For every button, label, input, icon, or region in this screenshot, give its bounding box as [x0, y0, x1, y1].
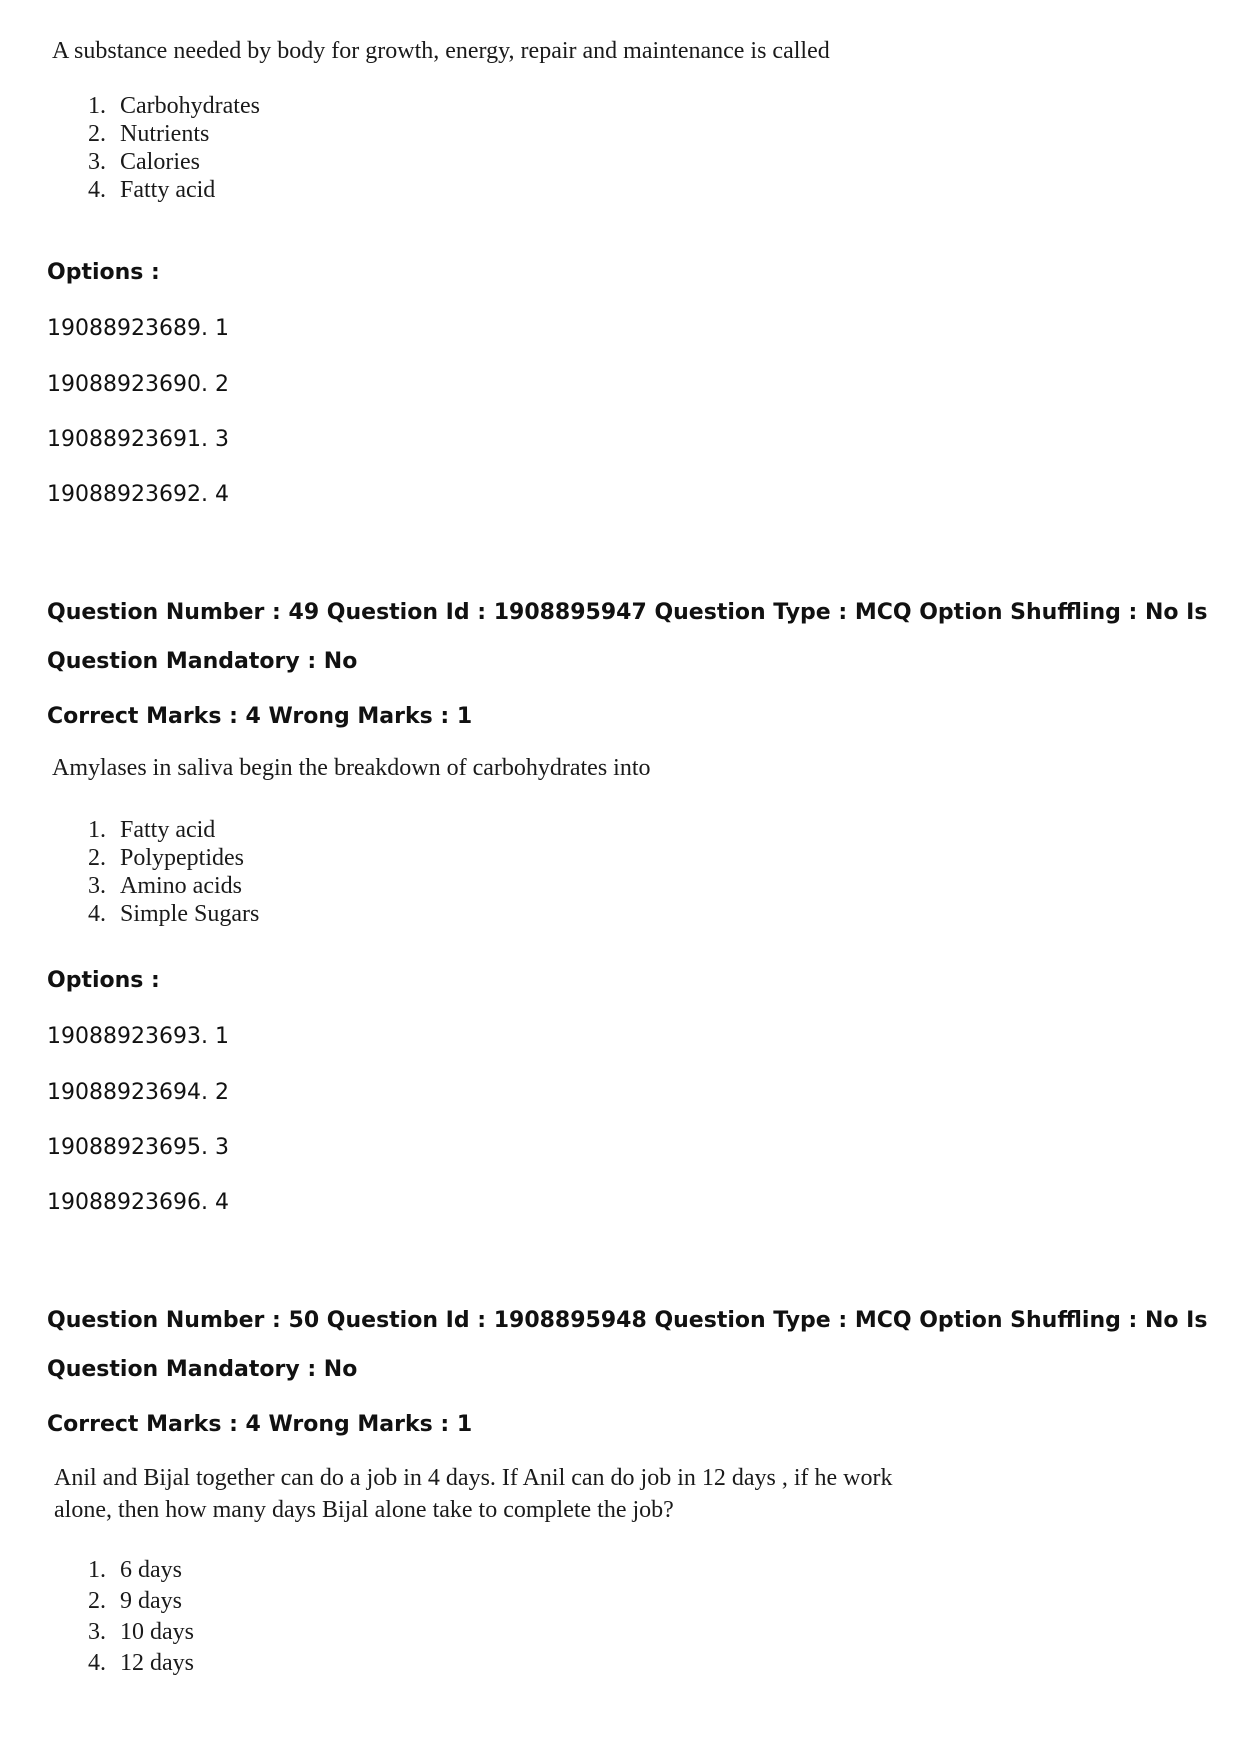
- option-id: 19088923691. 3: [47, 427, 229, 452]
- question-marks: Correct Marks : 4 Wrong Marks : 1: [47, 1412, 473, 1437]
- choice-item: 1. Fatty acid: [88, 817, 216, 843]
- options-label: Options :: [47, 968, 160, 993]
- option-id: 19088923696. 4: [47, 1190, 229, 1215]
- option-id: 19088923695. 3: [47, 1135, 229, 1160]
- question-text: Amylases in saliva begin the breakdown of carbohydrates into: [52, 755, 651, 781]
- choice-item: 4. 12 days: [88, 1650, 194, 1676]
- choice-item: 3. 10 days: [88, 1619, 194, 1645]
- question-mandatory: Question Mandatory : No: [47, 1357, 358, 1382]
- choice-item: 3. Calories: [88, 149, 200, 175]
- choice-item: 2. 9 days: [88, 1588, 182, 1614]
- choice-item: 4. Fatty acid: [88, 177, 216, 203]
- choice-item: 4. Simple Sugars: [88, 901, 260, 927]
- option-id: 19088923689. 1: [47, 316, 229, 341]
- question-mandatory: Question Mandatory : No: [47, 649, 358, 674]
- option-id: 19088923694. 2: [47, 1080, 229, 1105]
- option-id: 19088923690. 2: [47, 372, 229, 397]
- question-text: Anil and Bijal together can do a job in 4 days. If Anil can do job in 12 days , if he work: [54, 1465, 893, 1491]
- options-label: Options :: [47, 260, 160, 285]
- question-header: Question Number : 50 Question Id : 1908895948 Question Type : MCQ Option Shuffling : No Is: [47, 1308, 1208, 1333]
- question-text: A substance needed by body for growth, energy, repair and maintenance is called: [52, 38, 830, 64]
- choice-item: 1. Carbohydrates: [88, 93, 260, 119]
- option-id: 19088923693. 1: [47, 1024, 229, 1049]
- choice-item: 1. 6 days: [88, 1557, 182, 1583]
- choice-item: 2. Polypeptides: [88, 845, 244, 871]
- question-text: alone, then how many days Bijal alone take to complete the job?: [54, 1497, 674, 1523]
- choice-item: 2. Nutrients: [88, 121, 210, 147]
- question-marks: Correct Marks : 4 Wrong Marks : 1: [47, 704, 473, 729]
- question-header: Question Number : 49 Question Id : 1908895947 Question Type : MCQ Option Shuffling : No Is: [47, 600, 1208, 625]
- choice-item: 3. Amino acids: [88, 873, 242, 899]
- option-id: 19088923692. 4: [47, 482, 229, 507]
